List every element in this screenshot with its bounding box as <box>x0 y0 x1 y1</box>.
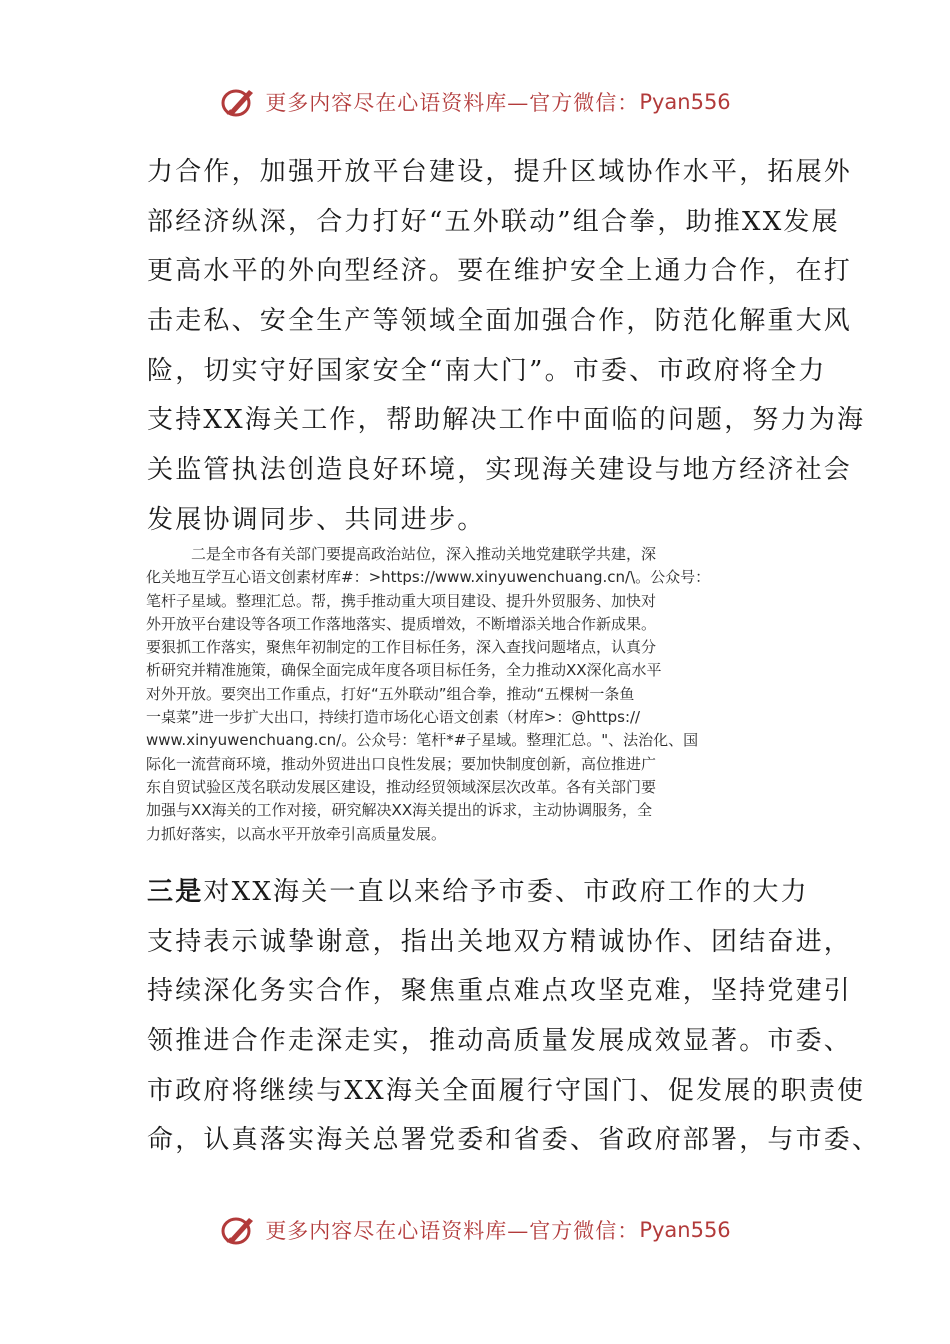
footer-banner <box>0 1210 950 1250</box>
text-line: 部经济纵深，合力打好“五外联动”组合拳，助推XX发展 <box>147 206 840 237</box>
first-line-text: 对XX海关一直以来给予市委、市政府工作的大力 <box>203 877 809 907</box>
text-line: 市政府将继续与XX海关全面履行守国门、促发展的职责使 <box>147 1075 866 1106</box>
text-line: 笔杆子星域。整理汇总。帮，携手推动重大项目建设、提升外贸服务、加快对 <box>146 591 657 610</box>
paragraph-1 <box>147 148 866 546</box>
text-line: 更高水平的外向型经济。要在维护安全上通力合作，在打 <box>147 256 853 287</box>
text-line: 化关地互学互心语文创素材库#：>https://www.xinyuwenchuang.cn/\。公众号： <box>146 568 711 587</box>
text-line: 一桌菜”进一步扩大出口，持续打造市场化心语文创素（材库>：@https:// <box>146 708 641 727</box>
pen-logo-icon <box>219 1212 259 1248</box>
text-line: 要狠抓工作落实，聚焦年初制定的工作目标任务，深入查找问题堵点，认真分 <box>146 638 657 657</box>
text-line: www.xinyuwenchuang.cn/。公众号：笔杆*#子星域。整理汇总。"、法治化、国 <box>146 731 699 750</box>
text-line: 东自贸试验区茂名联动发展区建设，推动经贸领域深层次改革。各有关部门要 <box>146 777 657 796</box>
text-line: 二是全市各有关部门要提高政治站位，深入推动关地党建联学共建，深 <box>146 545 657 563</box>
footer-banner-text: 更多内容尽在心语资料库—官方微信： <box>265 1219 640 1243</box>
text-line: 持续深化务实合作，聚焦重点难点攻坚克难，坚持党建引 <box>147 976 853 1007</box>
text-line: 对外开放。要突出工作重点，打好“五外联动”组合拳，推动“五棵树一条鱼 <box>146 684 635 703</box>
text-line: 力合作，加强开放平台建设，提升区域协作水平，拓展外 <box>147 157 853 187</box>
text-line: 力抓好落实，以高水平开放牵引高质量发展。 <box>146 824 447 843</box>
text-line: 析研究并精准施策，确保全面完成年度各项目标任务，全力推动XX深化高水平 <box>146 661 662 680</box>
header-banner-text: 更多内容尽在心语资料库—官方微信： <box>265 91 640 115</box>
paragraph-3 <box>147 868 881 1166</box>
text-line: 领推进合作走深走实，推动高质量发展成效显著。市委、 <box>147 1026 853 1057</box>
text-line: 加强与XX海关的工作对接，研究解决XX海关提出的诉求，主动协调服务，全 <box>146 801 653 820</box>
text-line: 支持XX海关工作，帮助解决工作中面临的问题，努力为海 <box>147 405 866 436</box>
text-line: 外开放平台建设等各项工作落地落实、提质增效，不断增添关地合作新成果。 <box>146 614 657 633</box>
pen-logo-icon <box>219 84 259 120</box>
lead-bold-text: 三是 <box>147 877 204 907</box>
text-line: 击走私、安全生产等领域全面加强合作，防范化解重大风 <box>147 306 853 337</box>
text-line: 支持表示诚挚谢意，指出关地双方精诚协作、团结奋进， <box>147 926 853 957</box>
text-line <box>147 868 807 918</box>
text-line: 际化一流营商环境，推动外贸进出口良性发展；要加快制度创新，高位推进广 <box>146 754 657 773</box>
text-line: 发展协调同步、共同进步。 <box>147 504 486 535</box>
text-line: 险，切实守好国家安全“南大门”。市委、市政府将全力 <box>147 355 827 386</box>
paragraph-2 <box>146 543 811 846</box>
header-banner <box>0 82 950 122</box>
header-wechat-id: Pyan556 <box>639 90 731 114</box>
footer-wechat-id: Pyan556 <box>639 1218 731 1242</box>
text-line: 关监管执法创造良好环境，实现海关建设与地方经济社会 <box>147 455 853 486</box>
text-line: 命，认真落实海关总署党委和省委、省政府部署，与市委、 <box>147 1125 881 1156</box>
